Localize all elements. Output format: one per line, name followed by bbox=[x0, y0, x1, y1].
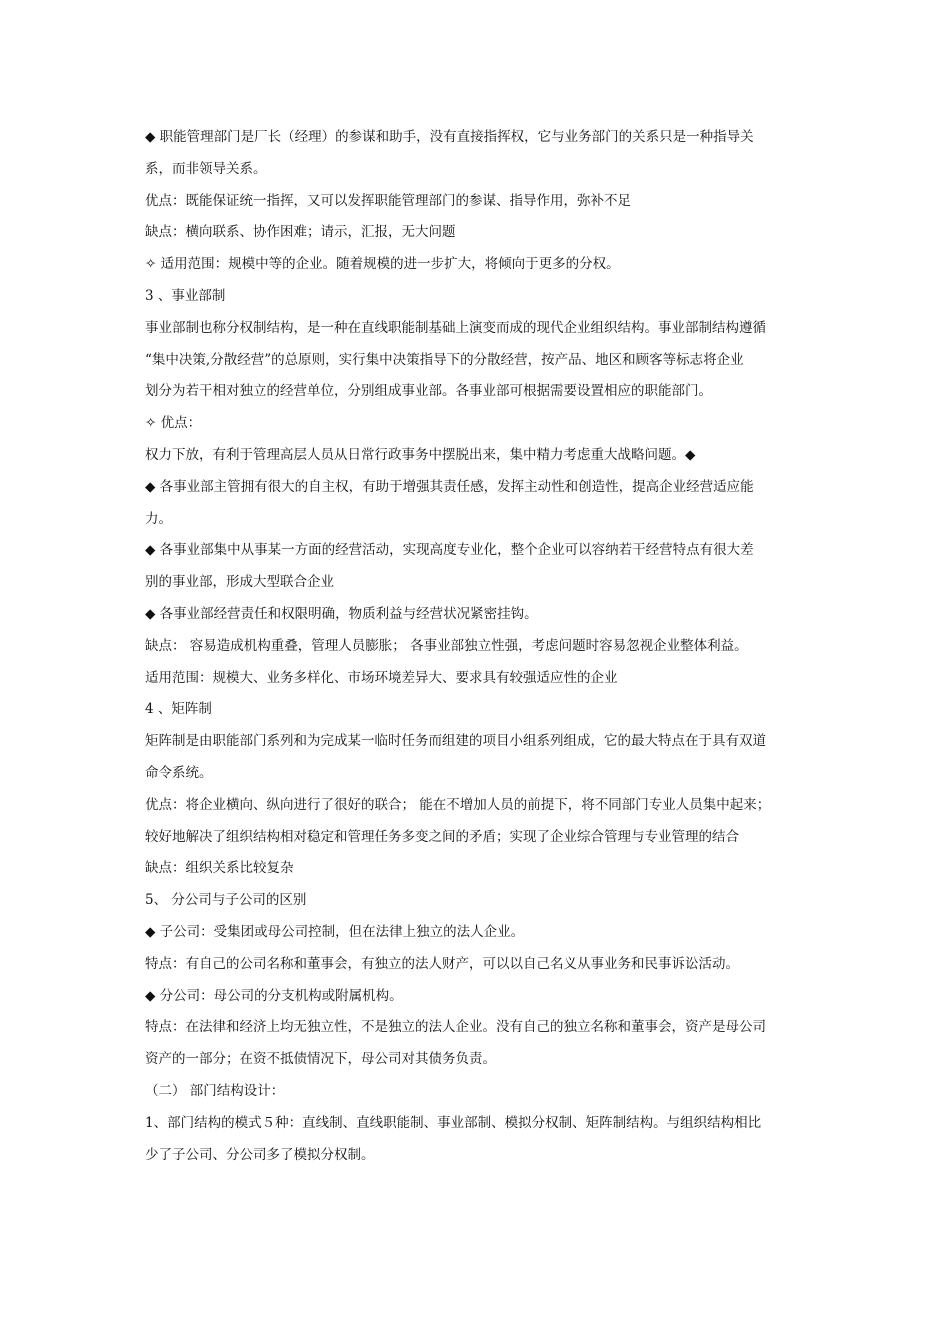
section-heading: （二） 部门结构设计： bbox=[145, 1082, 285, 1099]
text-line: ◆ 职能管理部门是厂长（经理）的参谋和助手，没有直接指挥权，它与业务部门的关系只是一种指导关 bbox=[145, 129, 754, 145]
text-line: 特点：在法律和经济上均无独立性，不是独立的法人企业。没有自己的独立名称和董事会，资产是母公司 bbox=[145, 1019, 766, 1036]
section-heading: 4 、矩阵制 bbox=[145, 701, 212, 718]
document-body bbox=[145, 122, 815, 1171]
text-line: 缺点： 容易造成机构重叠，管理人员膨胀； 各事业部独立性强，考虑问题时容易忽视企业整体利益。 bbox=[145, 637, 748, 654]
text-line: 1、部门结构的模式５种：直线制、直线职能制、事业部制、模拟分权制、矩阵制结构。与组织结构相比 bbox=[145, 1114, 762, 1131]
text-line: ◆ 各事业部集中从事某一方面的经营活动，实现高度专业化，整个企业可以容纳若干经营特点有很大差 bbox=[145, 542, 754, 559]
text-line: ◆ 各事业部经营责任和权限明确，物质利益与经营状况紧密挂钩。 bbox=[145, 605, 538, 622]
text-line: 适用范围：规模大、业务多样化、市场环境差异大、要求具有较强适应性的企业 bbox=[145, 669, 618, 686]
text-line: ◆ 各事业部主管拥有很大的自主权，有助于增强其责任感，发挥主动性和创造性，提高企业经营适应能 bbox=[145, 478, 754, 495]
text-line: 系，而非领导关系。 bbox=[145, 160, 267, 177]
text-line: 资产的一部分；在资不抵债情况下，母公司对其债务负责。 bbox=[145, 1051, 496, 1068]
text-line: ✧ 适用范围：规模中等的企业。随着规模的进一步扩大，将倾向于更多的分权。 bbox=[145, 256, 620, 273]
text-line: ◆ 分公司：母公司的分支机构或附属机构。 bbox=[145, 987, 403, 1004]
text-line: 命令系统。 bbox=[145, 764, 213, 781]
text-line: 力。 bbox=[145, 510, 172, 527]
text-line: 缺点：组织关系比较复杂 bbox=[145, 860, 294, 877]
text-line: 事业部制也称分权制结构，是一种在直线职能制基础上演变而成的现代企业组织结构。事业部制结构遵循 bbox=[145, 319, 766, 336]
text-line: 较好地解决了组织结构相对稳定和管理任务多变之间的矛盾；实现了企业综合管理与专业管理的结合 bbox=[145, 828, 739, 845]
text-line: ✧ 优点： bbox=[145, 415, 202, 432]
text-line: “集中决策,分散经营”的总原则，实行集中决策指导下的分散经营，按产品、地区和顾客等标志将企业 bbox=[145, 351, 744, 368]
text-line: 缺点：横向联系、协作困难；请示，汇报，无大问题 bbox=[145, 224, 456, 241]
text-line: 权力下放，有利于管理高层人员从日常行政事务中摆脱出来，集中精力考虑重大战略问题。◆ bbox=[145, 446, 696, 463]
section-heading: 3 、事业部制 bbox=[145, 287, 226, 304]
text-line: 划分为若干相对独立的经营单位，分别组成事业部。各事业部可根据需要设置相应的职能部门。 bbox=[145, 383, 712, 400]
text-line: 特点：有自己的公司名称和董事会，有独立的法人财产，可以以自己名义从事业务和民事诉讼活动。 bbox=[145, 955, 739, 972]
text-line: 优点：将企业横向、纵向进行了很好的联合； 能在不增加人员的前提下，将不同部门专业人员集中起来； bbox=[145, 796, 771, 813]
section-heading: 5、 分公司与子公司的区别 bbox=[145, 892, 307, 909]
text-line: 矩阵制是由职能部门系列和为完成某一临时任务而组建的项目小组系列组成，它的最大特点在于具有双道 bbox=[145, 733, 766, 750]
text-line: 别的事业部，形成大型联合企业 bbox=[145, 574, 334, 591]
text-line: 优点：既能保证统一指挥，又可以发挥职能管理部门的参谋、指导作用，弥补不足 bbox=[145, 192, 631, 209]
text-line: ◆ 子公司：受集团或母公司控制，但在法律上独立的法人企业。 bbox=[145, 923, 525, 940]
text-line: 少了子公司、分公司多了模拟分权制。 bbox=[145, 1146, 375, 1163]
